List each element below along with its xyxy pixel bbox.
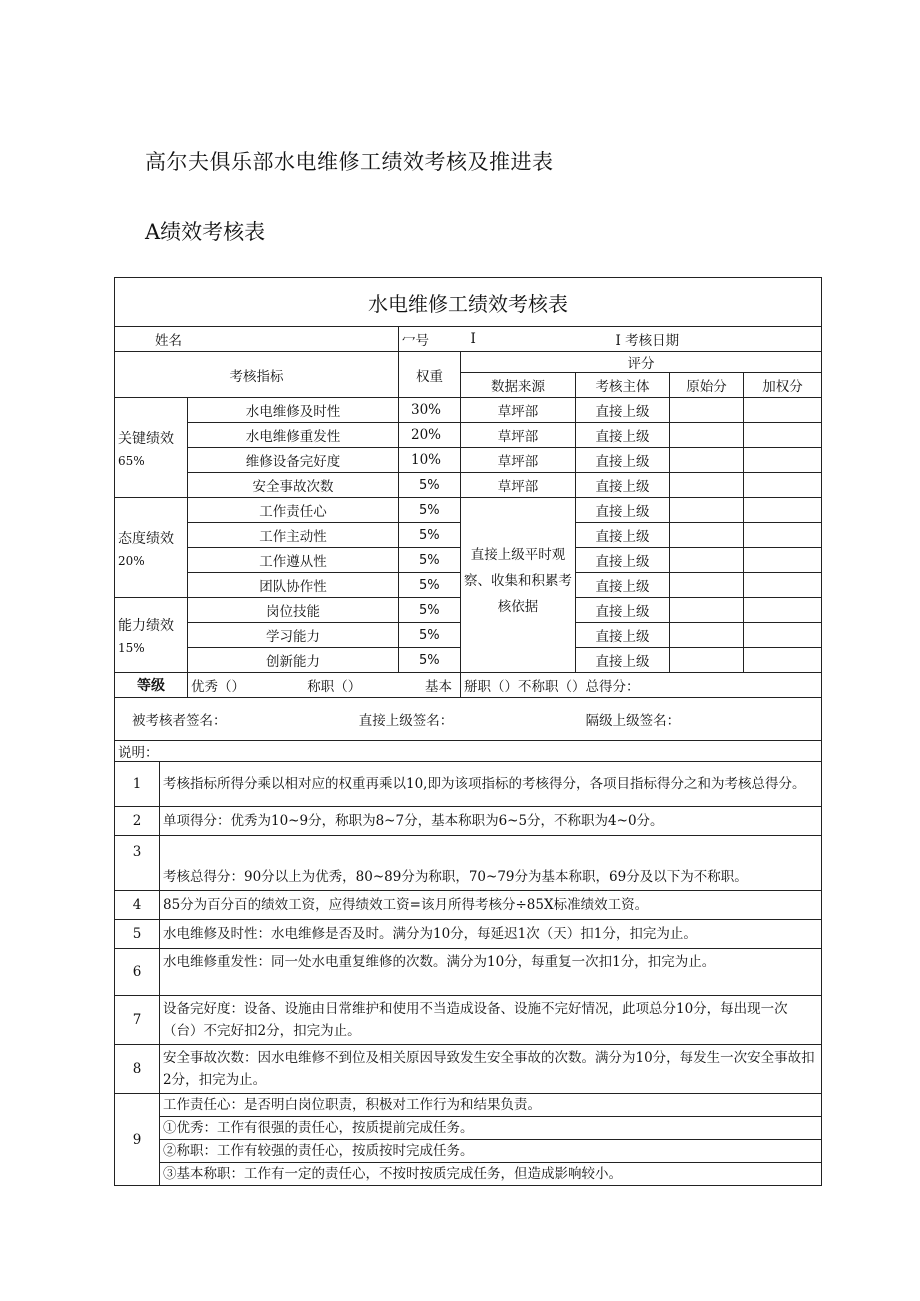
- indicator-cell: 水电维修重发性: [188, 423, 399, 448]
- info-separator: I: [461, 327, 576, 352]
- grade-row: [115, 673, 822, 698]
- raw-score-cell[interactable]: [670, 398, 744, 423]
- table-row: [115, 498, 822, 523]
- weight-cell: 30%: [399, 398, 461, 423]
- subject-cell: 直接上级: [576, 623, 670, 648]
- note-line: ③基本称职：工作有一定的责任心，不按时按质完成任务，但造成影响较小。: [163, 1166, 622, 1182]
- weighted-score-cell[interactable]: [744, 648, 822, 673]
- note-row: [115, 891, 822, 920]
- indicator-cell: 工作责任心: [188, 498, 399, 523]
- raw-score-cell[interactable]: [670, 523, 744, 548]
- weighted-score-cell[interactable]: [744, 523, 822, 548]
- weight-cell: 5%: [399, 598, 461, 623]
- grade-basic[interactable]: 基本: [399, 673, 461, 698]
- source-cell: 草坪部: [461, 398, 576, 423]
- weight-cell: 5%: [399, 498, 461, 523]
- indicator-cell: 工作主动性: [188, 523, 399, 548]
- subject-cell: 直接上级: [576, 598, 670, 623]
- weight-cell: 20%: [399, 423, 461, 448]
- header-source: 数据来源: [461, 373, 576, 398]
- note-line: ②称职：工作有较强的责任心，按质按时完成任务。: [160, 1140, 821, 1163]
- weight-cell: 5%: [399, 623, 461, 648]
- note-text: 设备完好度：设备、设施由日常维护和使用不当造成设备、设施不完好情况，此项总分10分，每出现一次（台）不完好扣2分，扣完为止。: [160, 996, 822, 1045]
- header-weight: 权重: [399, 352, 461, 398]
- indicator-cell: 创新能力: [188, 648, 399, 673]
- note-number: 1: [115, 762, 160, 807]
- grade-excellent[interactable]: 优秀（）: [191, 679, 245, 695]
- indicator-cell: 团队协作性: [188, 573, 399, 598]
- subject-cell: 直接上级: [576, 423, 670, 448]
- indicator-cell: 安全事故次数: [188, 473, 399, 498]
- category-name: 态度绩效: [118, 530, 174, 547]
- grade-label: 等级: [115, 673, 188, 698]
- header-raw-score: 原始分: [670, 373, 744, 398]
- note-row: [115, 949, 822, 996]
- indicator-cell: 工作遵从性: [188, 548, 399, 573]
- note-number: 8: [115, 1045, 160, 1094]
- raw-score-cell[interactable]: [670, 623, 744, 648]
- source-cell: 草坪部: [461, 423, 576, 448]
- note-row: [115, 836, 822, 891]
- category-weight: 15%: [118, 641, 145, 655]
- indicator-cell: 岗位技能: [188, 598, 399, 623]
- name-label: 姓名: [115, 327, 399, 352]
- subject-cell: 直接上级: [576, 573, 670, 598]
- info-row: [115, 327, 822, 352]
- table-title: 水电维修工绩效考核表: [115, 278, 822, 327]
- table-row: [115, 423, 822, 448]
- document-title: 高尔夫俱乐部水电维修工绩效考核及推进表: [145, 150, 554, 174]
- note-number: 2: [115, 807, 160, 836]
- note-row: [115, 1045, 822, 1094]
- note-line: ①优秀：工作有很强的责任心，按质提前完成任务。: [160, 1117, 821, 1140]
- note-line: 工作责任心：是否明白岗位职责，积极对工作行为和结果负责。: [160, 1094, 821, 1117]
- weighted-score-cell[interactable]: [744, 448, 822, 473]
- direct-supervisor-signature[interactable]: 直接上级签名：: [358, 713, 454, 729]
- weighted-score-cell[interactable]: [744, 623, 822, 648]
- source-cell: 草坪部: [461, 473, 576, 498]
- assessment-table: [114, 277, 822, 1186]
- category-weight: 65%: [118, 453, 145, 468]
- raw-score-cell[interactable]: [670, 423, 744, 448]
- note-text: 单项得分：优秀为10~9分，称职为8~7分，基本称职为6~5分，不称职为4~0分。: [160, 807, 822, 836]
- note-text: 85分为百分百的绩效工资，应得绩效工资=该月所得考核分÷85X标准绩效工资。: [160, 891, 822, 920]
- header-weighted-score: 加权分: [744, 373, 822, 398]
- table-row: [115, 398, 822, 423]
- note-number: 6: [115, 949, 160, 996]
- header-score: 评分: [461, 352, 822, 373]
- raw-score-cell[interactable]: [670, 473, 744, 498]
- weight-cell: 10%: [399, 448, 461, 473]
- weighted-score-cell[interactable]: [744, 548, 822, 573]
- raw-score-cell[interactable]: [670, 548, 744, 573]
- raw-score-cell[interactable]: [670, 573, 744, 598]
- assessment-date-label: I 考核日期: [576, 327, 822, 352]
- document-subtitle: A绩效考核表: [145, 220, 266, 244]
- table-row: [115, 448, 822, 473]
- note-text: 水电维修及时性：水电维修是否及时。满分为10分，每延迟1次（天）扣1分，扣完为止。: [160, 920, 822, 949]
- raw-score-cell[interactable]: [670, 498, 744, 523]
- subject-cell: 直接上级: [576, 523, 670, 548]
- note-number: 7: [115, 996, 160, 1045]
- grade-rest: 掰职（）不称职（）总得分：: [461, 673, 822, 698]
- category-ability: [115, 598, 188, 673]
- id-label: 冖号: [399, 327, 461, 352]
- indicator-cell: 学习能力: [188, 623, 399, 648]
- category-weight: 20%: [118, 553, 145, 568]
- subject-cell: 直接上级: [576, 398, 670, 423]
- signature-row: [115, 698, 822, 741]
- note-text: 考核指标所得分乘以相对应的权重再乘以10,即为该项指标的考核得分，各项目指标得分之和为考核总得分。: [160, 762, 822, 807]
- note-row: [115, 920, 822, 949]
- weighted-score-cell[interactable]: [744, 573, 822, 598]
- header-indicator: 考核指标: [115, 352, 399, 398]
- category-key: [115, 398, 188, 498]
- note-text: [160, 1094, 822, 1186]
- notes-label: 说明：: [115, 741, 822, 762]
- weighted-score-cell[interactable]: [744, 423, 822, 448]
- note-row: [115, 807, 822, 836]
- table-row: [115, 473, 822, 498]
- weighted-score-cell[interactable]: [744, 598, 822, 623]
- subject-cell: 直接上级: [576, 448, 670, 473]
- raw-score-cell[interactable]: [670, 648, 744, 673]
- raw-score-cell[interactable]: [670, 448, 744, 473]
- weight-cell: 5%: [399, 548, 461, 573]
- note-number: 9: [115, 1094, 160, 1186]
- indicator-cell: 水电维修及时性: [188, 398, 399, 423]
- weight-cell: 5%: [399, 523, 461, 548]
- category-name: 关键绩效: [118, 430, 174, 447]
- note-text: 考核总得分：90分以上为优秀，80~89分为称职，70~79分为基本称职，69分及以下为不称职。: [160, 836, 822, 891]
- header-subject: 考核主体: [576, 373, 670, 398]
- note-number: 3: [115, 836, 160, 891]
- note-text: 水电维修重发性：同一处水电重复维修的次数。满分为10分，每重复一次扣1分，扣完为止。: [160, 949, 822, 996]
- source-cell: 草坪部: [461, 448, 576, 473]
- note-row: [115, 762, 822, 807]
- note-row: [115, 996, 822, 1045]
- merged-source-cell: 直接上级平时观察、收集和积累考核依据: [461, 498, 576, 673]
- note-number: 4: [115, 891, 160, 920]
- weight-cell: 5%: [399, 573, 461, 598]
- weighted-score-cell[interactable]: [744, 473, 822, 498]
- note-number: 5: [115, 920, 160, 949]
- note-row: [115, 1094, 822, 1186]
- grade-competent[interactable]: 称职（）: [307, 679, 362, 695]
- indicator-cell: 维修设备完好度: [188, 448, 399, 473]
- weight-cell: 5%: [399, 473, 461, 498]
- subject-cell: 直接上级: [576, 648, 670, 673]
- category-attitude: [115, 498, 188, 598]
- subject-cell: 直接上级: [576, 473, 670, 498]
- indirect-supervisor-signature[interactable]: 隔级上级签名：: [585, 713, 681, 729]
- category-name: 能力绩效: [118, 618, 174, 634]
- subject-cell: 直接上级: [576, 498, 670, 523]
- note-text: 安全事故次数：因水电维修不到位及相关原因导致发生安全事故的次数。满分为10分，每发生一次安全事故扣2分，扣完为止。: [160, 1045, 822, 1094]
- subject-cell: 直接上级: [576, 548, 670, 573]
- grade-options: [188, 673, 399, 698]
- weight-cell: 5%: [399, 648, 461, 673]
- assessee-signature[interactable]: 被考核者签名：: [132, 713, 227, 729]
- raw-score-cell[interactable]: [670, 598, 744, 623]
- weighted-score-cell[interactable]: [744, 498, 822, 523]
- weighted-score-cell[interactable]: [744, 398, 822, 423]
